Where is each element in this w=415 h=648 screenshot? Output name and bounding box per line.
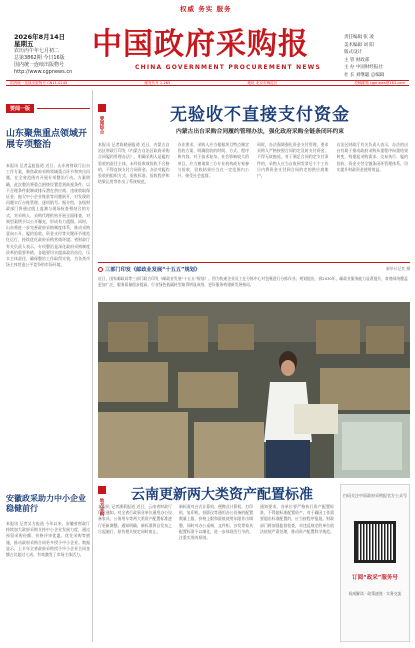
info-bar-item: 国内统一连续出版物号 CN11-0245: [10, 81, 68, 85]
news-photo[interactable]: [98, 302, 410, 478]
photo-story-title-wrap: [98, 266, 200, 273]
bullet-icon: [98, 267, 103, 272]
section-marker-icon: [98, 104, 106, 112]
article-column: 通知要求，各单位要严格执行资产配置标准，不得超标准配置资产。对于确因工作需要超出标准配置的，应当按程序报批。财政部门将加强监督检查，对违反规定的单位依法依规严肃处理，推动资产配置科学规范。: [260, 504, 334, 534]
date-line: 总第3862期 今日16版: [14, 55, 65, 61]
main-headline[interactable]: 无验收不直接支付资金: [170, 105, 350, 125]
ad-box[interactable]: [340, 484, 410, 642]
info-line: 责任编辑 张 凌: [344, 35, 374, 40]
info-line: 主 管 财政部: [344, 57, 370, 63]
article-column: 同时，办法强调强化资金支付管理，要求采购人严格按照合同约定及时支付资金，不得无故拖延。对于满足合同约定支付条件的，采购人应当自收到发票后十个工作日内将资金支付到合同约定的供应商账户。: [257, 142, 329, 179]
left-article-title[interactable]: 山东聚焦重点领域开展专项整治: [6, 129, 88, 150]
left-article2-title[interactable]: 安徽政采助力中小企业稳健前行: [6, 493, 86, 513]
info-bar-item: 邮发代号 1-265: [144, 81, 171, 85]
article-column: 办法要求，采购人应当根据项目特点制定验收方案，明确验收的时间、方式、程序和内容。对于技术复杂、社会影响较大的项目，应当邀请第三方专业机构或专家参与验收，验收结果应当在一定范围内公开，接受社会监督。: [177, 142, 249, 179]
bottom-headline[interactable]: 云南更新两大类资产配置标准: [131, 487, 313, 503]
article-column: 本报讯 记者潘莉报道 近日，云南省财政厅印发通知，对全省行政事业单位通用办公设备家具、公务用车等两大类资产配置标准进行更新调整。通知明确，新标准将自发布之日起施行，原有相关规定同时废止。: [98, 504, 172, 534]
left-column: [6, 90, 90, 642]
masthead-info-bar: [6, 80, 409, 86]
bottom-section-tag: [98, 486, 106, 494]
masthead-right-info: [344, 34, 384, 79]
info-line: 版式设计: [344, 50, 362, 55]
masthead-tags: 权威 务实 服务: [180, 5, 232, 13]
newspaper-logo-en: CHINA GOVERNMENT PROCUREMENT NEWS: [135, 64, 321, 71]
photo-story-header: [98, 262, 410, 273]
issue-weekday: 星期五: [14, 40, 34, 48]
masthead: [0, 0, 415, 84]
qr-code-icon[interactable]: [354, 521, 396, 563]
bottom-section-label: 地方采购: [99, 498, 104, 516]
date-line: 国内统一连续出版物号: [14, 62, 65, 68]
issue-date: 2026年8月14日: [14, 33, 66, 41]
section-tag: [6, 104, 34, 113]
newspaper-logo: 中国政府采购报: [92, 27, 309, 62]
main-section-label: 要闻综合: [99, 116, 104, 134]
info-line: 主 办 中国财经报社: [344, 65, 383, 70]
warehouse-photo-illustration: [98, 302, 410, 478]
info-bar-item: 地址 北京市海淀区: [247, 81, 278, 85]
date-block: [14, 34, 72, 76]
column-divider: [92, 90, 93, 642]
section-marker-icon: [98, 486, 106, 494]
main-section-tag: [98, 104, 106, 112]
info-line: 美术编辑 刘 阳: [344, 42, 374, 48]
info-bar-item: 投稿邮箱 cgpnews@163.com: [354, 81, 405, 85]
photo-story-title[interactable]: 三部门印发《邮政业发展“十五五”规划》: [105, 266, 201, 273]
section-tag-label: 要闻一版: [10, 106, 31, 112]
website-link[interactable]: http://www.cgpnews.cn: [14, 69, 73, 75]
article-column: 自治区财政厅有关负责人表示，办法的出台有助于推动政府采购从重程序向重结果转变，构建起采购需求、交易执行、履约验收、资金支付全链条闭环管理体系，切实提升财政资金使用效益。: [336, 142, 408, 172]
photo-caption: 近日，国家邮政局等三部门联合印发《邮政业发展“十五五”规划》。图为快递企业员工在分拣中心对包裹进行分拣作业。规划提出，到2030年，邮政业服务能力显著提升，寄递网络覆盖更加广泛，服务质量稳步提高，行业绿色低碳转型取得明显成效，更好服务构建新发展格局。: [98, 276, 408, 287]
ad-heading: 扫码关注中国政府采购报官方公众号: [343, 493, 407, 498]
ad-main-text: 订阅“政采”服务号: [352, 575, 398, 581]
left-article2-body: 本报讯 记者吴方报道 今年以来，安徽省财政厅持续加大政府采购支持中小企业发展力度，通过预留采购份额、价格评审优惠、优先采购等措施，推动政府采购合同更多授予中小企业。数据显示，上半年全省政府采购授予中小企业合同金额占比超过七成，有效激发了市场主体活力。: [6, 521, 90, 558]
left-section-header: [6, 104, 90, 113]
bottom-article-columns: [98, 504, 334, 642]
article-column: 本报讯 记者陈晓丽报道 近日，内蒙古自治区财政厅印发《内蒙古自治区政府采购合同履约管理办法》，明确采购人是履约验收的责任主体，未经验收或验收不合格的，不得直接支付合同资金。办法对履约验收的组织方式、验收标准、验收程序和结果运用等作出了系统规范。: [98, 142, 170, 185]
main-subhead: 内蒙古出台采购合同履约管理办法，强化政府采购全链条闭环约束: [175, 129, 345, 135]
section-divider: [37, 108, 90, 109]
ad-sub-text: 权威解读 · 政策速递 · 实务交流: [348, 591, 402, 596]
info-line: 社 长 刘继聪 总编辑: [344, 72, 385, 78]
main-article-columns: [98, 142, 408, 254]
date-line: 农历丙午年七月初二: [14, 48, 60, 54]
photo-credit: 新华社记者 摄: [386, 266, 410, 271]
left-article-body: 本报讯 记者孟虹报道 近日，山东省财政厅出台工作方案，聚焦政府采购领域重点环节和突出问题，在全省范围内开展专项整治行动。方案明确，此次整治将重点围绕设置差别歧视条件、以不合理条件限制或排斥潜在供应商、违规收取保证金、拖欠中小企业账款等问题展开，对发现的问题实行台账管理、逐项销号。据介绍，各级财政部门将通过线上监测与现场检查相结合的方式，对采购人、采购代理机构开展全面排查，对典型案例予以公开曝光，形成有力震慑。同时，山东将进一步完善政府采购制度体系，推动采购意向公开、履约验收、资金支付等关键环节规范化运行，持续优化政府采购营商环境。省财政厅有关负责人表示，专项整治是深化政府采购制度改革的重要举措，各地要切实提高政治站位，压实主体责任，确保整治工作取得实效，为各类市场主体营造公平竞争的市场环境。: [6, 163, 90, 268]
article-column: 新标准对台式计算机、便携式计算机、打印机、复印机、投影仪等通用办公设备的配置数量上限、价格上限和最低使用年限作出调整，同时对办公桌椅、文件柜、沙发等家具配置标准予以细化，进一步体现厉行节约、注重实用的原则。: [179, 504, 253, 541]
